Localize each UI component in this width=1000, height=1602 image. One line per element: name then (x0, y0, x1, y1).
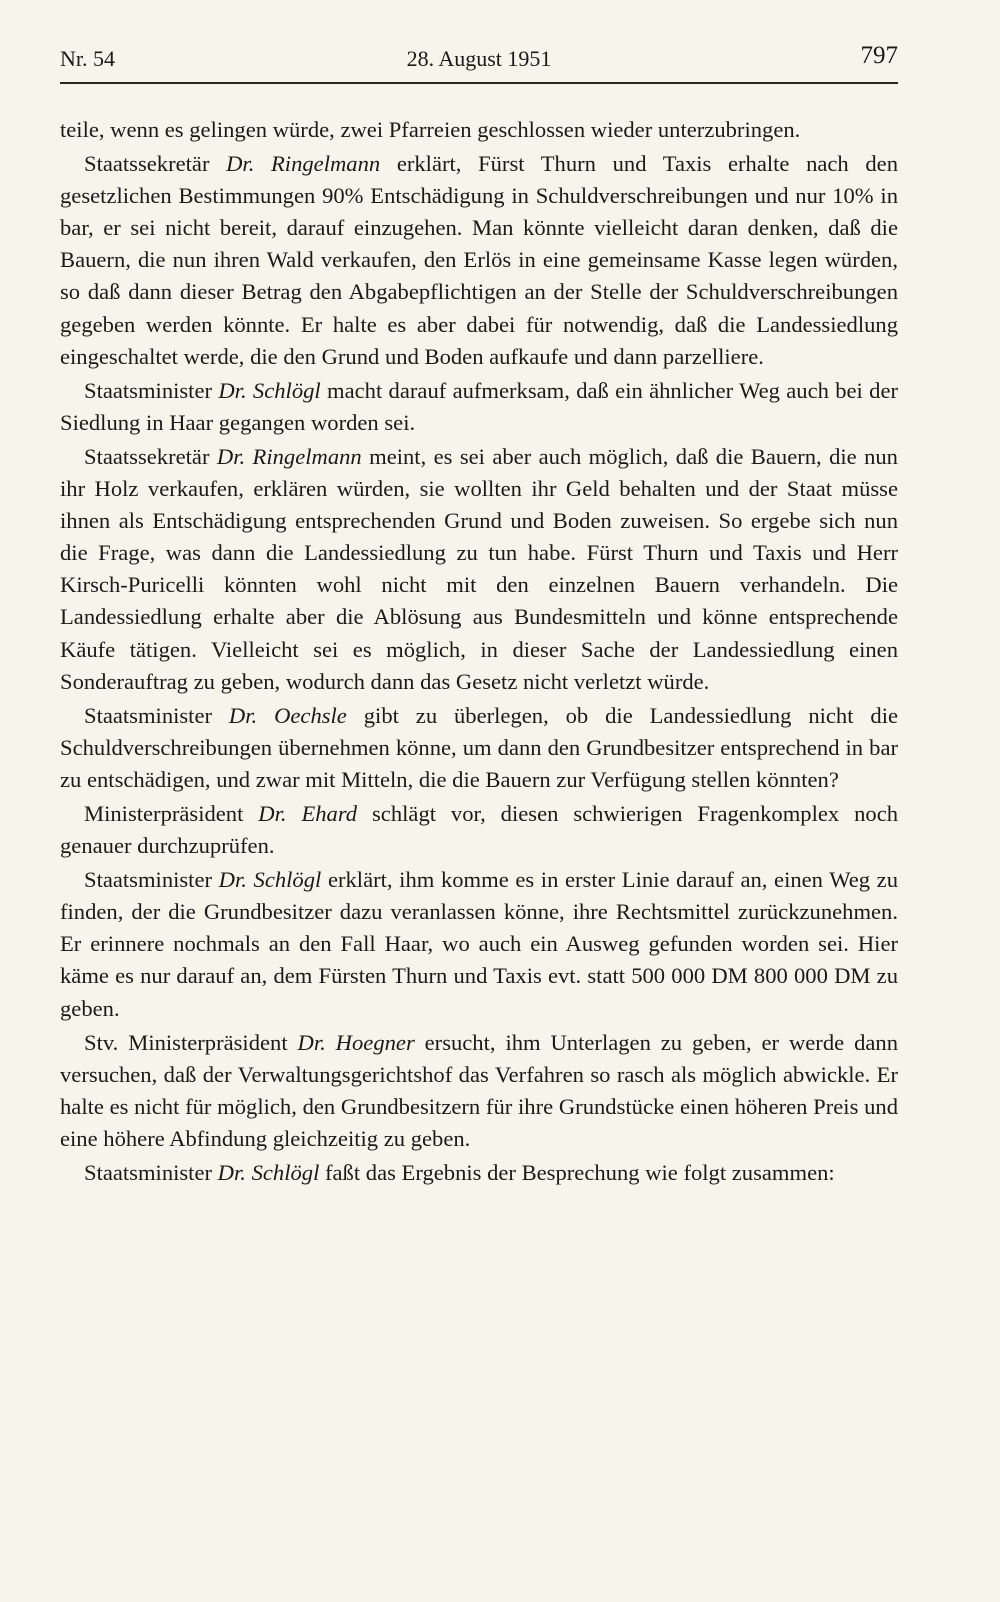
speaker-name: Dr. Ringelmann (216, 443, 362, 469)
paragraph-text: erklärt, Fürst Thurn und Taxis erhalte nach den gesetzlichen Bestimmungen 90% Entschädigung in Schuldverschreibungen und nur 10% in bar, er sei nicht bereit, darauf einzugehen. Man könnte vielleicht daran denken, daß die Bauern, die nun ihren Wald verkaufen, den Erlös in eine gemeinsame Kasse legen würden, so daß dann dieser Betrag den Abgabepflichtigen an der Stelle der Schuldverschreibungen gegeben werden könnte. Er halte es aber dabei für notwendig, daß die Landessiedlung eingeschaltet werde, die den Grund und Boden aufkaufe und dann parzelliere. (60, 151, 898, 369)
paragraph-text: schlägt vor, diesen schwierigen Fragenkomplex noch genauer durchzuprüfen. (60, 800, 899, 859)
speaker-title: Staatsminister (84, 867, 219, 893)
issue-date: 28. August 1951 (406, 46, 552, 71)
paragraph-text: macht darauf aufmerksam, daß ein ähnlicher Weg auch bei der Siedlung in Haar gegangen worden sei. (60, 377, 899, 435)
speaker-name: Dr. Oechsle (228, 702, 347, 728)
paragraph-4 (60, 441, 898, 698)
speaker-name: Dr. Schlögl (217, 1160, 320, 1185)
paragraph-9 (60, 1157, 898, 1189)
paragraph-8 (60, 1027, 898, 1155)
header-rule (60, 82, 898, 84)
speaker-title: Staatssekretär (84, 443, 217, 469)
paragraph-text: ersucht, ihm Unterlagen zu geben, er werde dann versuchen, daß der Verwaltungsgerichtshof das Verfahren so rasch als möglich abwickle. Er halte es nicht für möglich, den Grundbesitzern für ihre Grundstücke einen höheren Preis und eine höhere Abfindung gleichzeitig zu geben. (60, 1029, 898, 1151)
paragraph-6 (60, 798, 898, 862)
paragraph-text: meint, es sei aber auch möglich, daß die Bauern, die nun ihr Holz verkaufen, erklären würden, sie wollten ihr Geld behalten und der Staat müsse ihnen als Entschädigung entsprechenden Grund und Boden zuweisen. So ergebe sich nun die Frage, was dann die Landessiedlung zu tun habe. Fürst Thurn und Taxis und Herr Kirsch-Puricelli könnten wohl nicht mit den einzelnen Bauern verhandeln. Die Landessiedlung erhalte aber die Ablösung aus Bundesmitteln und könne entsprechende Käufe tätigen. Vielleicht sei es möglich, in dieser Sache der Landessiedlung einen Sonderauftrag zu geben, wodurch dann das Gesetz nicht verletzt würde. (60, 443, 898, 694)
speaker-name: Dr. Schlögl (218, 377, 321, 403)
paragraph-text: erklärt, ihm komme es in erster Linie darauf an, einen Weg zu finden, der die Grundbesitzer dazu veranlassen könne, ihre Rechtsmittel zurückzunehmen. Er erinnere nochmals an den Fall Haar, wo auch ein Ausweg gefunden worden sei. Hier käme es nur darauf an, dem Fürsten Thurn und Taxis evt. statt 500 000 DM 800 000 DM zu geben. (60, 867, 898, 1021)
speaker-name: Dr. Ringelmann (226, 151, 381, 177)
speaker-title: Staatsminister (84, 702, 229, 728)
speaker-title: Ministerpräsident (84, 800, 259, 826)
paragraph-text: teile, wenn es gelingen würde, zwei Pfarreien geschlossen wieder unterzubringen. (60, 117, 801, 142)
paragraph-text: gibt zu überlegen, ob die Landessiedlung nicht die Schuldverschreibungen übernehmen könne, um dann den Grundbesitzer entsprechend in bar zu entschädigen, und zwar mit Mitteln, die die Bauern zur Verfügung stellen könnten? (60, 702, 898, 792)
paragraph-text: faßt das Ergebnis der Besprechung wie folgt zusammen: (319, 1160, 835, 1185)
document-page (60, 38, 899, 1185)
paragraph-5 (60, 700, 898, 796)
issue-number: Nr. 54 (60, 46, 115, 71)
paragraph-2 (60, 148, 898, 373)
speaker-name: Dr. Schlögl (218, 867, 322, 893)
speaker-title: Staatsminister (84, 1160, 218, 1185)
paragraph-3 (60, 375, 898, 439)
paragraph-1 (60, 114, 898, 146)
running-header (60, 38, 898, 78)
speaker-name: Dr. Hoegner (297, 1029, 415, 1055)
speaker-title: Staatssekretär (84, 151, 227, 177)
page-number: 797 (860, 42, 898, 69)
body-text (60, 114, 898, 1191)
paragraph-7 (60, 864, 898, 1024)
speaker-title: Staatsminister (84, 377, 219, 403)
speaker-title: Stv. Ministerpräsident (84, 1029, 298, 1055)
speaker-name: Dr. Ehard (258, 800, 358, 826)
